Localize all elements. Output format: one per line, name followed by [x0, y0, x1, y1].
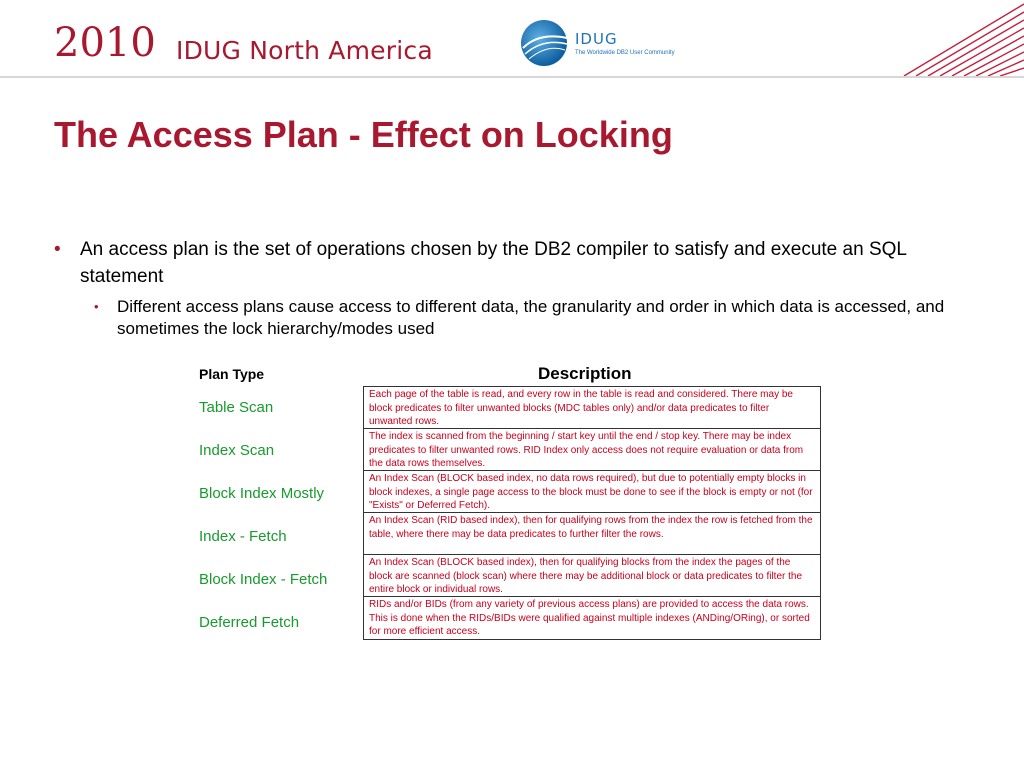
- description-cell: Each page of the table is read, and every row in the table is read and considered. There may be block predicates to filter unwanted blocks (MDC tables only) and/or data predicates to filter unwanted rows.: [364, 387, 820, 429]
- slide-title: The Access Plan - Effect on Locking: [54, 114, 673, 155]
- bullet-level-1: [54, 236, 954, 290]
- description-header: Description: [538, 364, 632, 383]
- bullet-level-1-text: An access plan is the set of operations chosen by the DB2 compiler to satisfy and execute an SQL statement: [80, 239, 907, 287]
- plan-type-header: Plan Type: [199, 366, 265, 382]
- header-divider: [0, 76, 1024, 78]
- decorative-stripes-icon: [874, 0, 1024, 76]
- header-event-name: IDUG North America: [176, 36, 433, 65]
- plan-type-item: Deferred Fetch: [199, 614, 300, 631]
- idug-logo: [519, 18, 679, 68]
- description-cell: An Index Scan (BLOCK based index), then for qualifying blocks from the index the pages of the block are scanned (block scan) where there may be additional block or data predicates to filter the entire block or individual rows.: [364, 555, 820, 597]
- logo-tagline: The Worldwide DB2 User Community: [575, 50, 675, 56]
- bullet-dot-icon: •: [94, 299, 99, 314]
- header-year: 2010: [54, 20, 156, 66]
- plan-type-item: Index - Fetch: [199, 528, 287, 545]
- slide-header: [0, 0, 1024, 80]
- logo-name: IDUG: [575, 30, 618, 48]
- plan-type-item: Block Index - Fetch: [199, 571, 328, 588]
- bullet-level-2: [94, 296, 964, 340]
- description-cell: RIDs and/or BIDs (from any variety of previous access plans) are provided to access the data rows. This is done when the RIDs/BIDs were qualified against multiple indexes (ANDing/ORing), or sorted for more efficient access.: [369, 599, 810, 637]
- description-cell: The index is scanned from the beginning / start key until the end / stop key. There may be index predicates to filter unwanted rows. RID Index only access does not require evaluation or data from the data rows themselves.: [364, 429, 820, 471]
- description-cell: An Index Scan (BLOCK based index, no data rows required), but due to potentially empty blocks in block indexes, a single page access to the block must be done to see if the block is empty or not (for "Exists" or Deferred Fetch).: [364, 471, 820, 513]
- plan-type-list: [199, 386, 359, 644]
- plan-type-item: Table Scan: [199, 399, 274, 416]
- idug-globe-icon: [519, 18, 571, 68]
- plan-type-item: Index Scan: [199, 442, 275, 459]
- description-cell: An Index Scan (RID based index), then for qualifying rows from the index the row is fetched from the table, where there may be data predicates to further filter the rows.: [364, 513, 820, 555]
- plan-type-item: Block Index Mostly: [199, 485, 325, 502]
- description-table: [363, 386, 821, 640]
- bullet-dot-icon: •: [54, 239, 61, 260]
- bullet-level-2-text: Different access plans cause access to different data, the granularity and order in which data is accessed, and sometimes the lock hierarchy/modes used: [117, 297, 945, 338]
